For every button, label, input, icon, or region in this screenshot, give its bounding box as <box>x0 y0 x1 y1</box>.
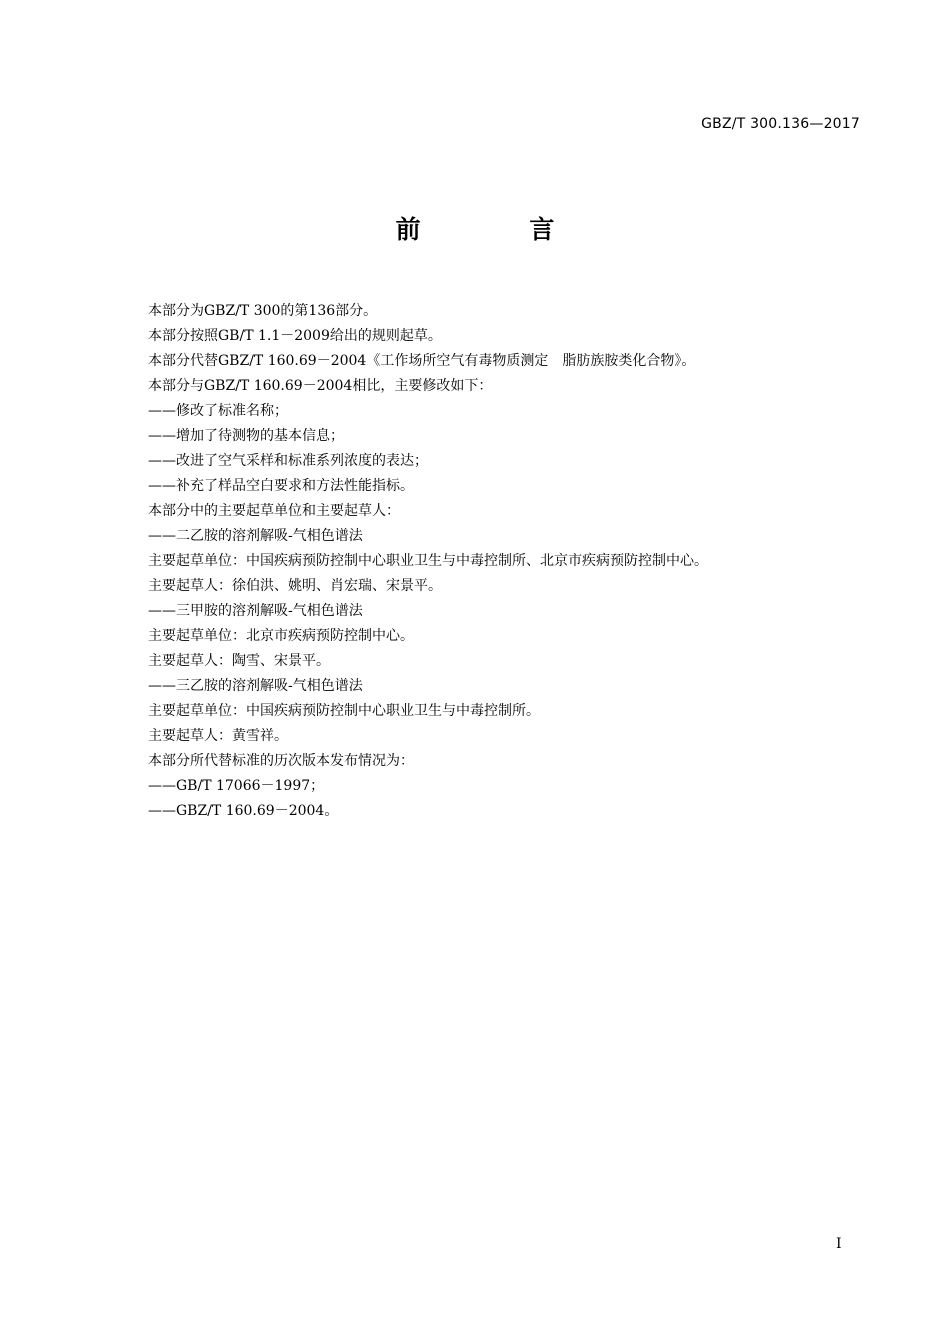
paragraph-line: 本部分代替GBZ/T 160.69－2004《工作场所空气有毒物质测定 脂肪族胺类化合物》。 <box>148 353 696 369</box>
paragraph-line: 主要起草人：黄雪祥。 <box>148 728 288 744</box>
paragraph-line: 主要起草单位：中国疾病预防控制中心职业卫生与中毒控制所、北京市疾病预防控制中心。 <box>148 553 708 569</box>
list-item: ——改进了空气采样和标准系列浓度的表达； <box>148 453 428 469</box>
paragraph-line: 本部分中的主要起草单位和主要起草人： <box>148 503 400 519</box>
list-item: ——GB/T 17066－1997； <box>148 778 325 794</box>
section-title: 前 言 <box>395 215 605 244</box>
list-item: ——三甲胺的溶剂解吸-气相色谱法 <box>148 603 363 619</box>
paragraph-line: 本部分按照GB/T 1.1－2009给出的规则起草。 <box>148 328 442 344</box>
paragraph-line: 主要起草单位：中国疾病预防控制中心职业卫生与中毒控制所。 <box>148 703 540 719</box>
list-item: ——二乙胺的溶剂解吸-气相色谱法 <box>148 528 363 544</box>
foreword-body <box>148 299 868 824</box>
paragraph-line: 本部分为GBZ/T 300的第136部分。 <box>148 303 378 319</box>
list-item: ——增加了待测物的基本信息； <box>148 428 344 444</box>
paragraph-line: 本部分所代替标准的历次版本发布情况为： <box>148 753 414 769</box>
list-item: ——三乙胺的溶剂解吸-气相色谱法 <box>148 678 363 694</box>
list-item: ——修改了标准名称； <box>148 403 288 419</box>
document-code: GBZ/T 300.136—2017 <box>701 116 860 132</box>
list-item: ——补充了样品空白要求和方法性能指标。 <box>148 478 414 494</box>
page-number: I <box>836 1236 842 1252</box>
paragraph-line: 主要起草人：陶雪、宋景平。 <box>148 653 330 669</box>
paragraph-line: 主要起草人：徐伯洪、姚明、肖宏瑞、宋景平。 <box>148 578 442 594</box>
paragraph-line: 主要起草单位：北京市疾病预防控制中心。 <box>148 628 414 644</box>
paragraph-line: 本部分与GBZ/T 160.69－2004相比，主要修改如下： <box>148 378 493 394</box>
list-item: ——GBZ/T 160.69－2004。 <box>148 803 339 819</box>
